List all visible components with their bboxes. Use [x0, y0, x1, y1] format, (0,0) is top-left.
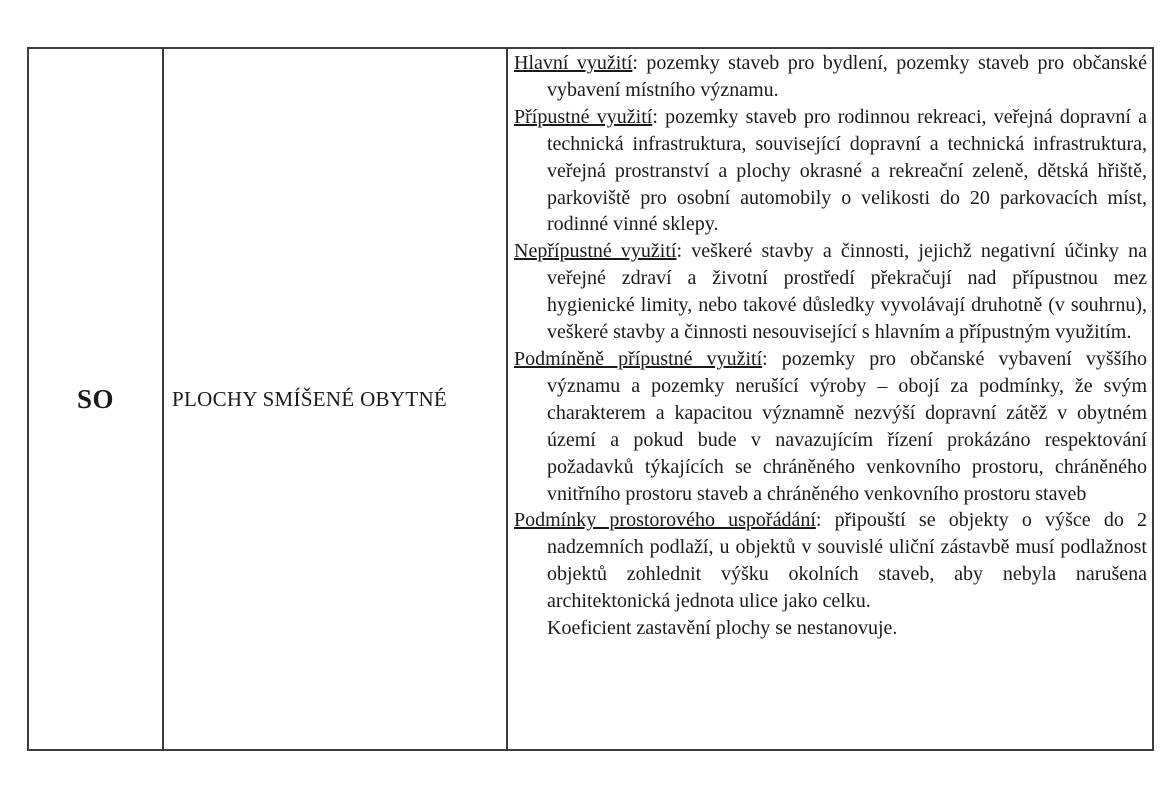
- section-label: Podmínky prostorového uspořádání: [514, 509, 816, 532]
- section-label: Nepřípustné využití: [514, 240, 677, 263]
- zone-code-cell: [28, 48, 163, 750]
- section-text: Koeficient zastavění plochy se nestanovuje.: [547, 617, 898, 640]
- regulation-section: [514, 238, 1147, 346]
- regulation-section: [514, 615, 1147, 642]
- regulation-section: [514, 50, 1147, 104]
- section-text: : pozemky pro občanské vybavení vyššího významu a pozemky nerušící výroby – obojí za podmínky, že svým charakterem a kapacitou významně nezvýší dopravní zátěž v obytném území a pokud bude v navazujícím řízení prokázáno respektování požadavků týkajících se chráněného venkovního prostoru, chráněného vnitřního prostoru staveb a chráněného venkovního prostoru staveb: [547, 347, 1147, 505]
- zone-code: SO: [76, 383, 115, 414]
- regulation-section: [514, 104, 1147, 239]
- zoning-table-row: [28, 48, 1153, 750]
- section-label: Podmíněně přípustné využití: [514, 347, 763, 370]
- regulation-sections: [514, 50, 1147, 642]
- section-text: : pozemky staveb pro bydlení, pozemky staveb pro občanské vybavení místního významu.: [547, 52, 1147, 101]
- section-label: Hlavní využití: [514, 52, 633, 74]
- section-text: : veškeré stavby a činnosti, jejichž negativní účinky na veřejné zdraví a životní prostředí překračují nad přípustnou mez hygienické limity, nebo takové důsledky vyvolávají druhotně (v souhrnu), veškeré stavby a činnosti nesouvisející s hlavním a přípustným využitím.: [547, 240, 1147, 344]
- regulation-section: [514, 507, 1147, 615]
- section-label: Přípustné využití: [514, 105, 653, 128]
- zone-regulations-cell: [507, 48, 1153, 750]
- zone-category-cell: [163, 48, 507, 750]
- regulation-section: [514, 346, 1147, 507]
- zoning-table: [27, 47, 1154, 751]
- zone-category: PLOCHY SMÍŠENÉ OBYTNÉ: [172, 386, 448, 411]
- section-text: : připouští se objekty o výšce do 2 nadzemních podlaží, u objektů v souvislé uliční zástavbě musí podlažnost objektů zohlednit výšku okolních staveb, aby nebyla narušena architektonická jednota ulice jako celku.: [547, 509, 1147, 613]
- section-text: : pozemky staveb pro rodinnou rekreaci, veřejná dopravní a technická infrastruktura, související dopravní a technická infrastruktura, veřejná prostranství a plochy okrasné a rekreační zeleně, dětská hřiště, parkoviště pro osobní automobily o velikosti do 20 parkovacích míst, rodinné vinné sklepy.: [547, 105, 1147, 236]
